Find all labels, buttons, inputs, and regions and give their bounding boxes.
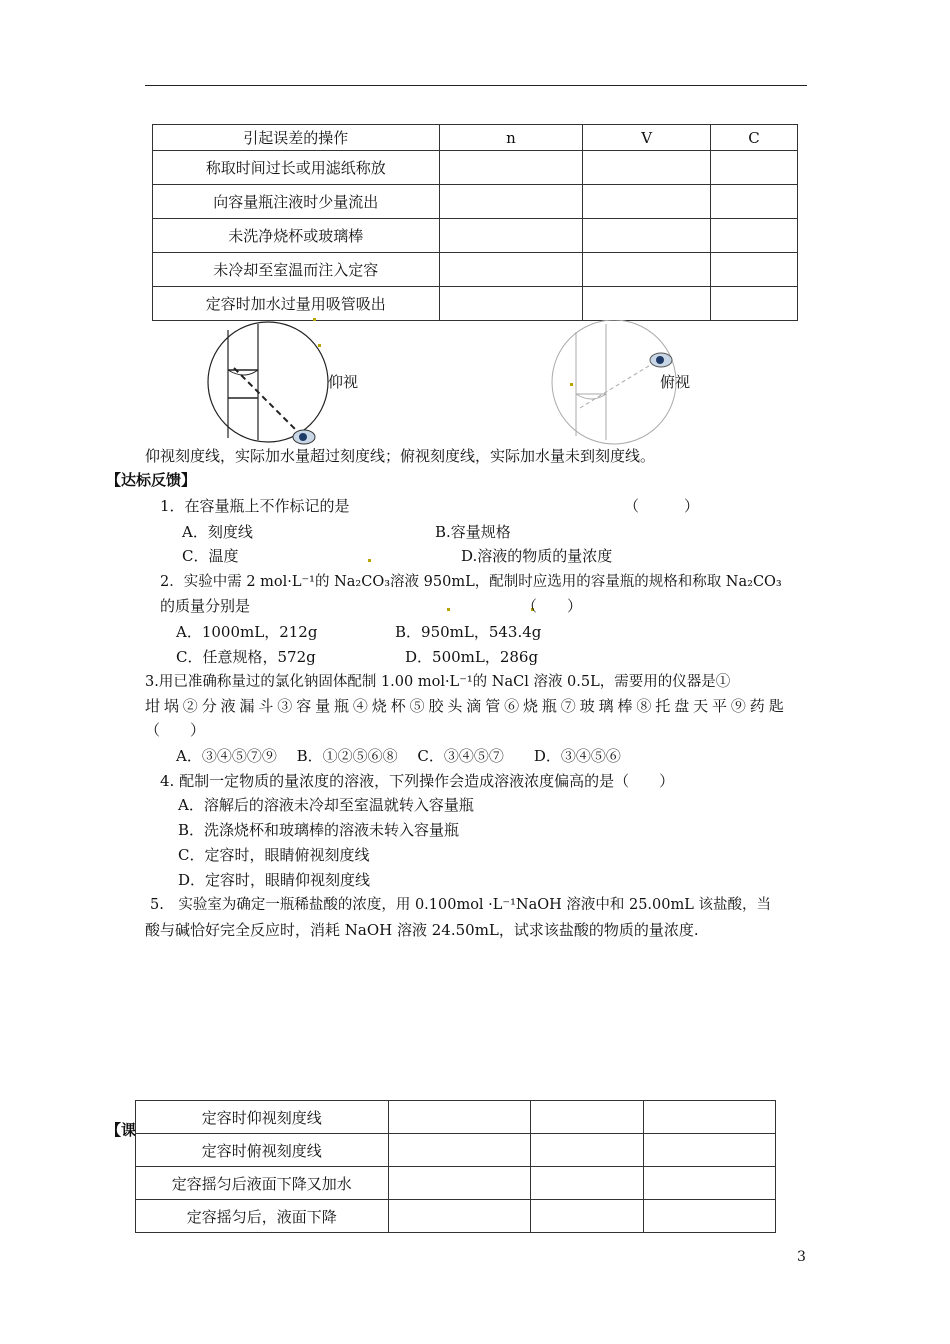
viewing-diagrams: [200, 320, 700, 445]
table-header-cell: n: [439, 125, 583, 151]
row-label: 未冷却至室温而注入定容: [153, 253, 440, 287]
table-header-row: [153, 125, 798, 151]
q5-line-1: 5. 实验室为确定一瓶稀盐酸的浓度，用 0.100mol ·L⁻¹NaOH 溶液中和 25.00mL 该盐酸，当: [150, 897, 771, 913]
q4-option-d: D．定容时，眼睛仰视刻度线: [178, 871, 371, 889]
row-label: 定容时仰视刻度线: [136, 1101, 389, 1134]
upward-view-label: 仰视: [328, 373, 359, 391]
q2-stem-1: 2．实验中需 2 mol·L⁻¹的 Na₂CO₃溶液 950mL，配制时应选用的容量瓶的规格和称取 Na₂CO₃: [160, 574, 782, 590]
q1-option-d: D.溶液的物质的量浓度: [461, 547, 613, 565]
q2-stem-2: 的质量分别是: [160, 597, 251, 615]
table-header-cell: V: [583, 125, 711, 151]
course-label: 【课: [106, 1121, 137, 1139]
q3-options: A．③④⑤⑦⑨ B．①②⑤⑥⑧ C．③④⑤⑦ D．③④⑤⑥: [176, 747, 621, 765]
q3-stem-1: 3.用已准确称量过的氯化钠固体配制 1.00 mol·L⁻¹的 NaCl 溶液 0.5L，需要用的仪器是①: [145, 674, 731, 690]
table-row: [153, 253, 798, 287]
row-label: 定容时俯视刻度线: [136, 1134, 389, 1167]
q2-option-c: C．任意规格，572g: [176, 648, 316, 666]
q4-stem: 4. 配制一定物质的量浓度的溶液，下列操作会造成溶液浓度偏高的是（ ）: [160, 772, 675, 790]
page-number: 3: [797, 1249, 806, 1265]
q1-option-c: C．温度: [182, 547, 239, 565]
q1-paren: （ ）: [624, 497, 700, 515]
downward-view-label: 俯视: [660, 373, 691, 391]
table-row: [136, 1101, 776, 1134]
q4-option-a: A．溶解后的溶液未冷却至室温就转入容量瓶: [178, 796, 474, 814]
row-label: 定容摇匀后液面下降又加水: [136, 1167, 389, 1200]
row-label: 定容时加水过量用吸管吸出: [153, 287, 440, 321]
table-row: [136, 1200, 776, 1233]
row-label: 定容摇匀后，液面下降: [136, 1200, 389, 1233]
table-row: [153, 151, 798, 185]
table-row: [153, 219, 798, 253]
error-table-1: [152, 124, 798, 321]
q4-option-b: B．洗涤烧杯和玻璃棒的溶液未转入容量瓶: [178, 821, 460, 839]
q1-option-a: A．刻度线: [182, 523, 253, 541]
q3-stem-2: 坩埚②分液漏斗③容量瓶④烧杯⑤胶头滴管⑥烧瓶⑦玻璃棒⑧托盘天平⑨药匙: [145, 697, 788, 715]
note-text: 仰视刻度线，实际加水量超过刻度线；俯视刻度线，实际加水量未到刻度线。: [145, 447, 656, 465]
row-label: 称取时间过长或用滤纸称放: [153, 151, 440, 185]
table-row: [153, 185, 798, 219]
q2-option-a: A．1000mL，212g: [176, 623, 318, 641]
downward-view-figure: [552, 320, 676, 444]
section-title: 【达标反馈】: [106, 471, 197, 489]
table-row: [136, 1167, 776, 1200]
error-table-2: [135, 1100, 776, 1233]
upward-view-figure: [208, 322, 328, 444]
q2-paren: （ ）: [522, 597, 583, 615]
table-row: [136, 1134, 776, 1167]
table-row: [153, 287, 798, 321]
q1-option-b: B.容量规格: [435, 523, 511, 541]
q5-line-2: 酸与碱恰好完全反应时，消耗 NaOH 溶液 24.50mL，试求该盐酸的物质的量浓度.: [145, 921, 699, 939]
table-header-cell: 引起误差的操作: [153, 125, 440, 151]
q3-stem-3: （ ）: [145, 721, 206, 739]
q2-option-d: D．500mL，286g: [405, 648, 539, 666]
row-label: 未洗净烧杯或玻璃棒: [153, 219, 440, 253]
q4-option-c: C．定容时，眼睛俯视刻度线: [178, 846, 370, 864]
table-header-cell: C: [711, 125, 798, 151]
header-rule: [145, 85, 807, 86]
row-label: 向容量瓶注液时少量流出: [153, 185, 440, 219]
q2-option-b: B．950mL，543.4g: [395, 623, 542, 641]
q1-stem: 1．在容量瓶上不作标记的是: [160, 497, 350, 515]
